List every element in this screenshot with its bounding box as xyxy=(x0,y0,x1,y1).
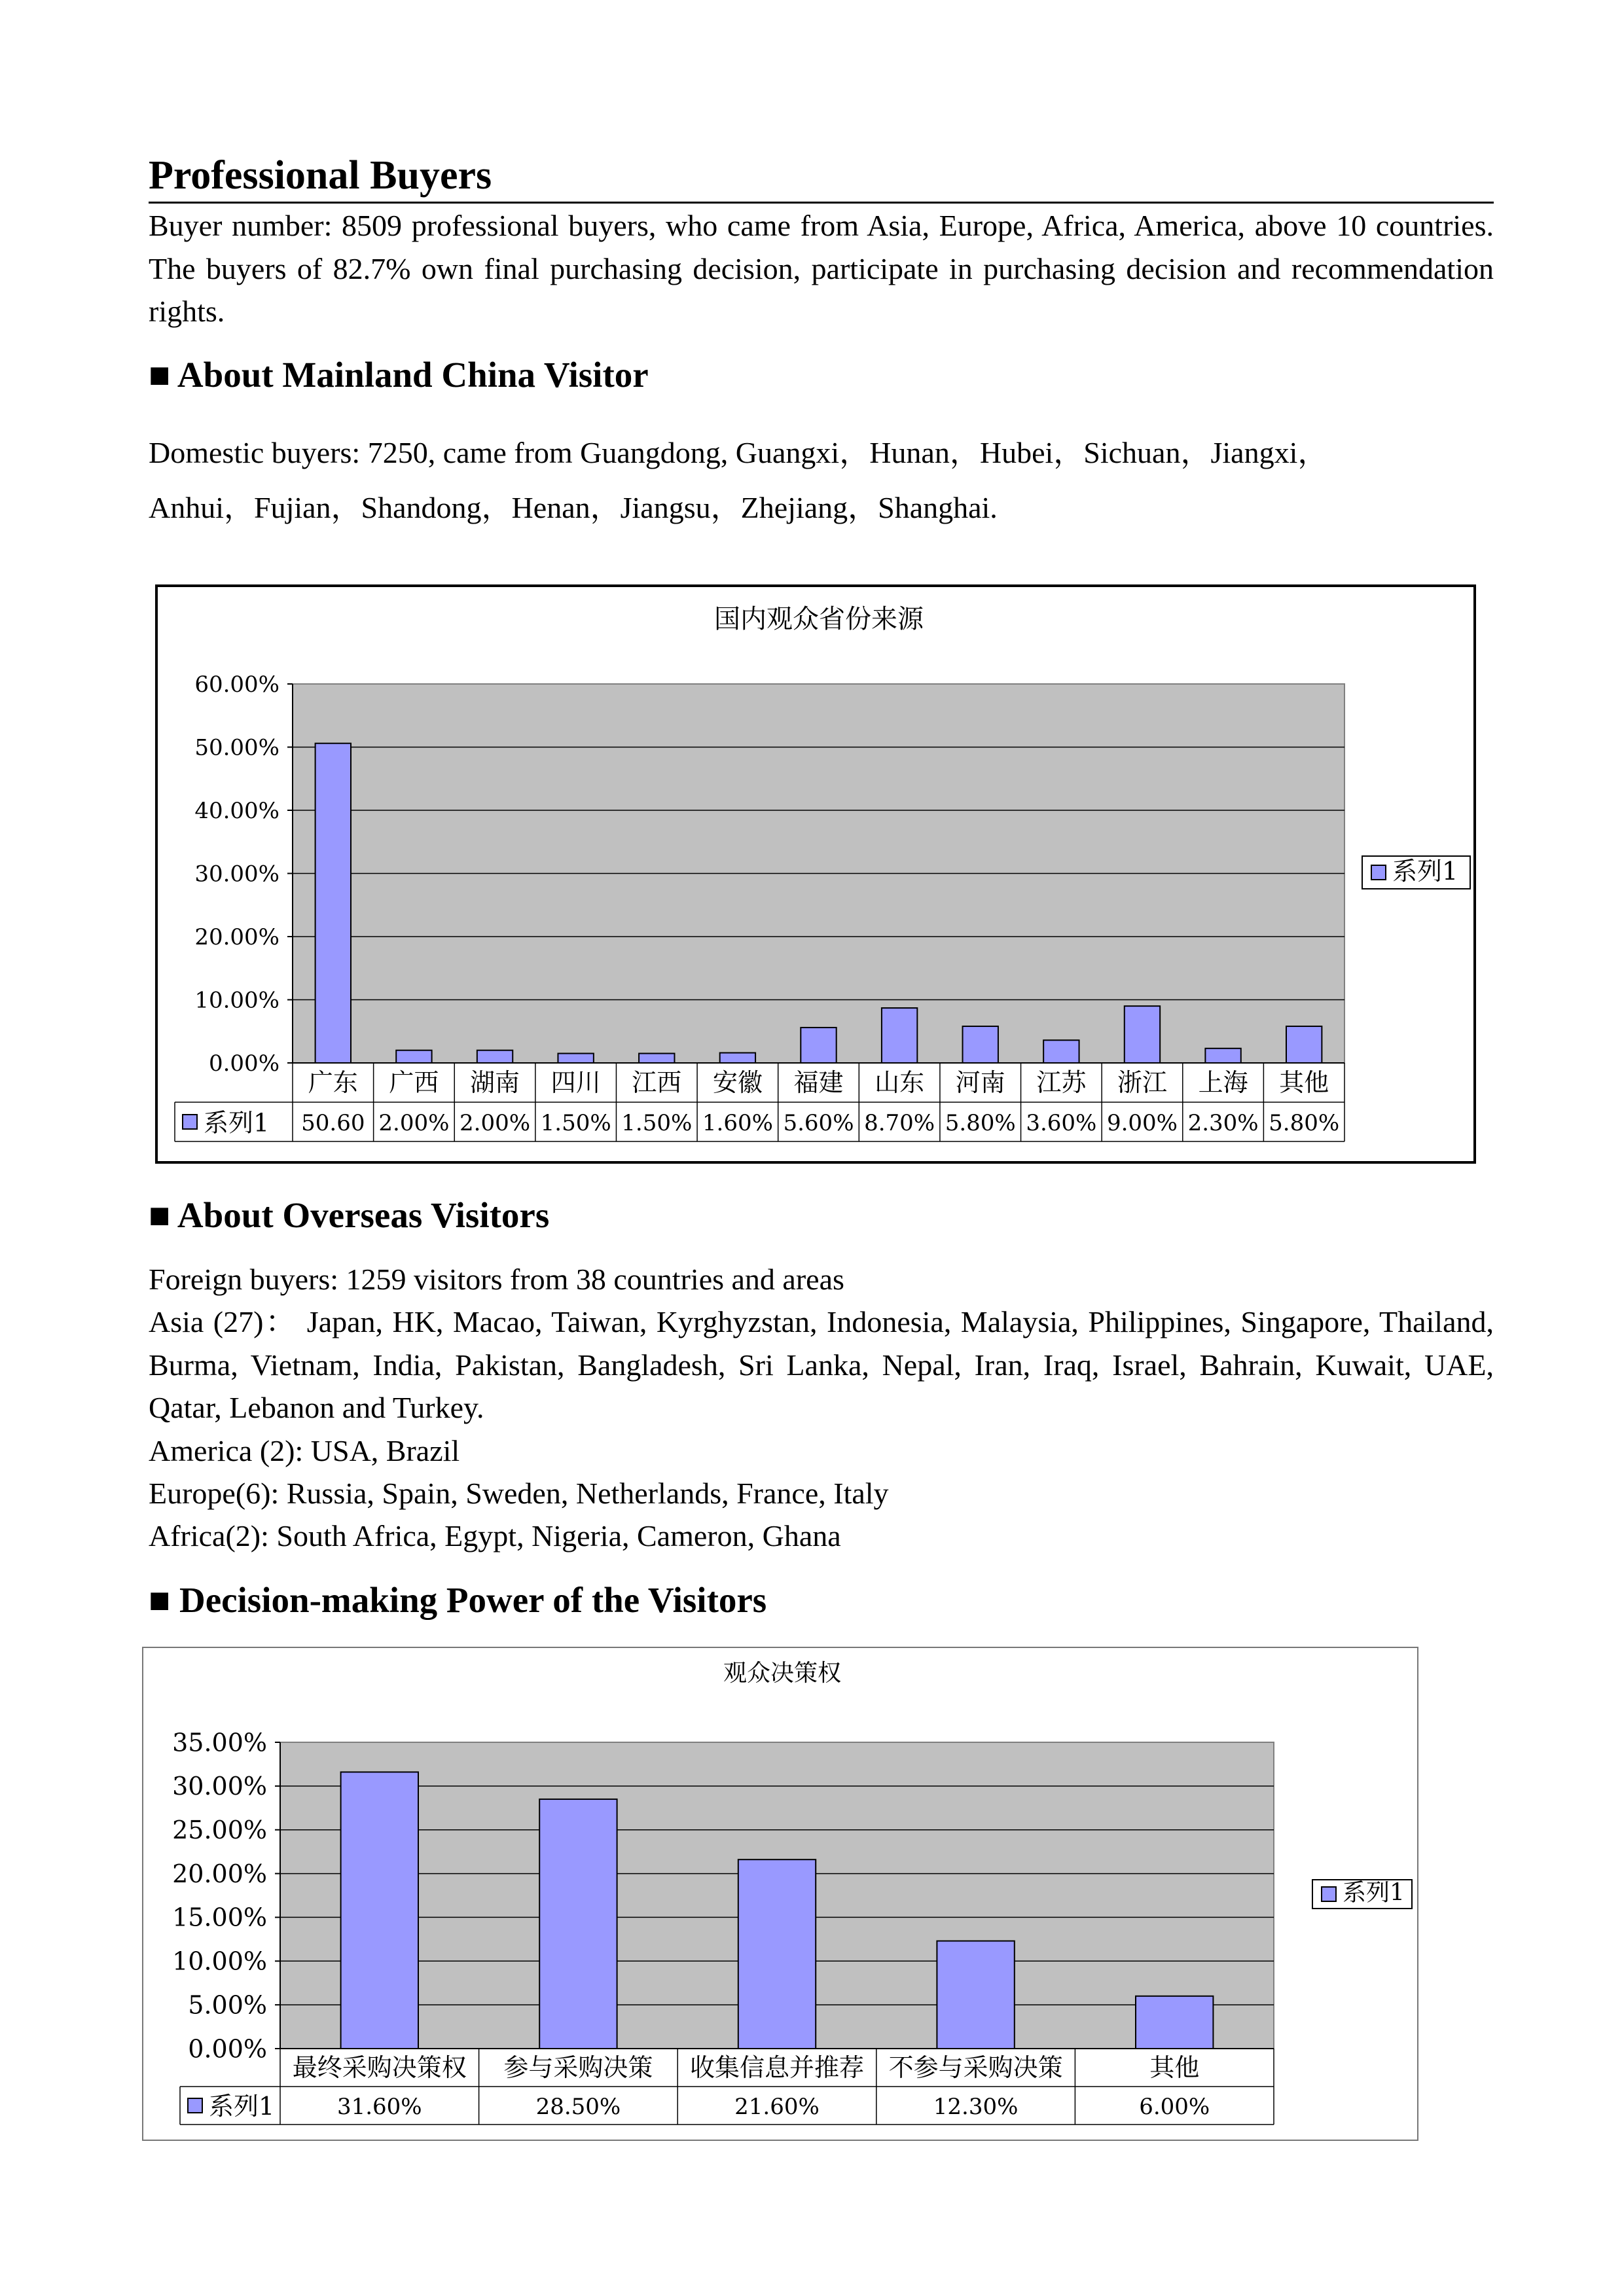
bar xyxy=(1205,1049,1240,1063)
bar xyxy=(639,1054,674,1063)
europe-line: Europe(6): Russia, Spain, Sweden, Netherlands, France, Italy xyxy=(149,1477,889,1510)
bar xyxy=(558,1054,593,1063)
category-label: 不参与采购决策 xyxy=(888,2053,1063,2082)
bar xyxy=(341,1772,418,2049)
data-label: 31.60% xyxy=(336,2093,422,2120)
chart-title: 观众决策权 xyxy=(723,1660,842,1687)
legend-label: 系列1 xyxy=(1392,857,1458,886)
page-title: Professional Buyers xyxy=(149,149,1494,204)
data-label: 5.80% xyxy=(945,1110,1016,1137)
y-tick-label: 40.00% xyxy=(194,797,280,824)
chart-title: 国内观众省份来源 xyxy=(714,604,924,634)
y-tick-label: 0.00% xyxy=(188,2034,267,2064)
bar xyxy=(801,1028,836,1063)
bar xyxy=(477,1050,513,1063)
table-legend-swatch xyxy=(188,2098,202,2113)
data-label: 6.00% xyxy=(1139,2093,1210,2120)
y-tick-label: 20.00% xyxy=(194,924,280,950)
y-tick-label: 10.00% xyxy=(172,1946,267,1976)
bar xyxy=(1136,1996,1213,2049)
data-label: 5.60% xyxy=(783,1110,854,1137)
y-tick-label: 10.00% xyxy=(194,987,280,1014)
category-label: 参与采购决策 xyxy=(503,2053,653,2082)
category-label: 广东 xyxy=(308,1068,358,1098)
data-label: 1.60% xyxy=(702,1110,773,1137)
data-label: 12.30% xyxy=(933,2093,1019,2120)
decision-chart xyxy=(142,1647,1418,2141)
category-label: 广西 xyxy=(389,1068,439,1098)
table-series-label: 系列1 xyxy=(209,2091,275,2121)
data-label: 2.00% xyxy=(378,1110,450,1137)
category-label: 其他 xyxy=(1149,2053,1200,2082)
overseas-heading: ■ About Overseas Visitors xyxy=(149,1195,550,1235)
y-tick-label: 50.00% xyxy=(194,734,280,761)
asia-paragraph: Asia (27)： Japan, HK, Macao, Taiwan, Kyrghyzstan, Indonesia, Malaysia, Philippines, Singapore, Thailand, Burma, Vietnam, India, Pakistan, Bangladesh, Sri Lanka, Nepal, Iran, Iraq, Israel, Bahrain, Kuwait, UAE, Qatar, Lebanon and Turkey. xyxy=(149,1305,1494,1424)
mainland-heading: ■ About Mainland China Visitor xyxy=(149,355,649,395)
bar xyxy=(963,1026,998,1063)
y-tick-label: 30.00% xyxy=(172,1772,267,1801)
category-label: 山东 xyxy=(875,1068,925,1098)
data-label: 1.50% xyxy=(540,1110,611,1137)
y-tick-label: 35.00% xyxy=(172,1728,267,1757)
category-label: 上海 xyxy=(1198,1068,1248,1098)
decision-chart-svg xyxy=(143,1648,1417,2140)
legend-swatch xyxy=(1322,1887,1336,1901)
legend-swatch xyxy=(1371,865,1386,880)
category-label: 湖南 xyxy=(470,1068,520,1098)
category-label: 安徽 xyxy=(712,1068,763,1098)
decision-heading: ■ Decision-making Power of the Visitors xyxy=(149,1580,767,1620)
legend-label: 系列1 xyxy=(1343,1879,1405,1907)
africa-line: Africa(2): South Africa, Egypt, Nigeria, Cameron, Ghana xyxy=(149,1519,841,1552)
y-tick-label: 60.00% xyxy=(194,671,280,698)
bar xyxy=(720,1053,755,1063)
category-label: 江苏 xyxy=(1036,1068,1087,1098)
category-label: 其他 xyxy=(1279,1068,1329,1098)
foreign-buyers-line: Foreign buyers: 1259 visitors from 38 countries and areas xyxy=(149,1263,844,1296)
bar xyxy=(396,1050,431,1063)
mainland-line-1: Domestic buyers: 7250, came from Guangdong, Guangxi，Hunan，Hubei，Sichuan，Jiangxi， xyxy=(149,436,1328,469)
data-label: 1.50% xyxy=(621,1110,693,1137)
data-label: 9.00% xyxy=(1106,1110,1178,1137)
y-tick-label: 0.00% xyxy=(208,1050,280,1077)
data-label: 50.60 xyxy=(301,1110,365,1137)
data-label: 5.80% xyxy=(1269,1110,1340,1137)
mainland-line-2: Anhui，Fujian，Shandong，Henan，Jiangsu，Zhejiang，Shanghai. xyxy=(149,491,998,524)
province-chart xyxy=(155,584,1476,1164)
category-label: 四川 xyxy=(550,1068,601,1098)
america-line: America (2): USA, Brazil xyxy=(149,1434,460,1467)
data-label: 2.00% xyxy=(460,1110,531,1137)
bar xyxy=(316,744,351,1063)
data-label: 28.50% xyxy=(535,2093,621,2120)
bar xyxy=(738,1859,816,2049)
y-tick-label: 30.00% xyxy=(194,861,280,888)
y-tick-label: 5.00% xyxy=(188,1990,267,2020)
data-label: 2.30% xyxy=(1187,1110,1259,1137)
category-label: 最终采购决策权 xyxy=(292,2053,467,2082)
y-tick-label: 15.00% xyxy=(172,1903,267,1932)
bar xyxy=(539,1799,617,2049)
category-label: 收集信息并推荐 xyxy=(689,2053,865,2082)
table-legend-swatch xyxy=(183,1115,197,1129)
category-label: 浙江 xyxy=(1117,1068,1167,1098)
bar xyxy=(937,1941,1014,2049)
bar xyxy=(1125,1006,1160,1063)
y-tick-label: 25.00% xyxy=(172,1816,267,1845)
data-label: 3.60% xyxy=(1026,1110,1097,1137)
y-tick-label: 20.00% xyxy=(172,1859,267,1888)
bar xyxy=(1286,1026,1322,1063)
category-label: 河南 xyxy=(955,1068,1005,1098)
category-label: 江西 xyxy=(632,1068,682,1098)
category-label: 福建 xyxy=(793,1068,844,1098)
data-label: 8.70% xyxy=(864,1110,935,1137)
bar xyxy=(882,1008,917,1063)
intro-paragraph: Buyer number: 8509 professional buyers, who came from Asia, Europe, Africa, America, above 10 countries. The buyers of 82.7% own final purchasing decision, participate in purchasing decision and recommendation rights. xyxy=(149,209,1494,328)
table-series-label: 系列1 xyxy=(204,1108,270,1138)
data-label: 21.60% xyxy=(734,2093,820,2120)
province-chart-svg xyxy=(158,587,1473,1161)
bar xyxy=(1043,1040,1079,1063)
